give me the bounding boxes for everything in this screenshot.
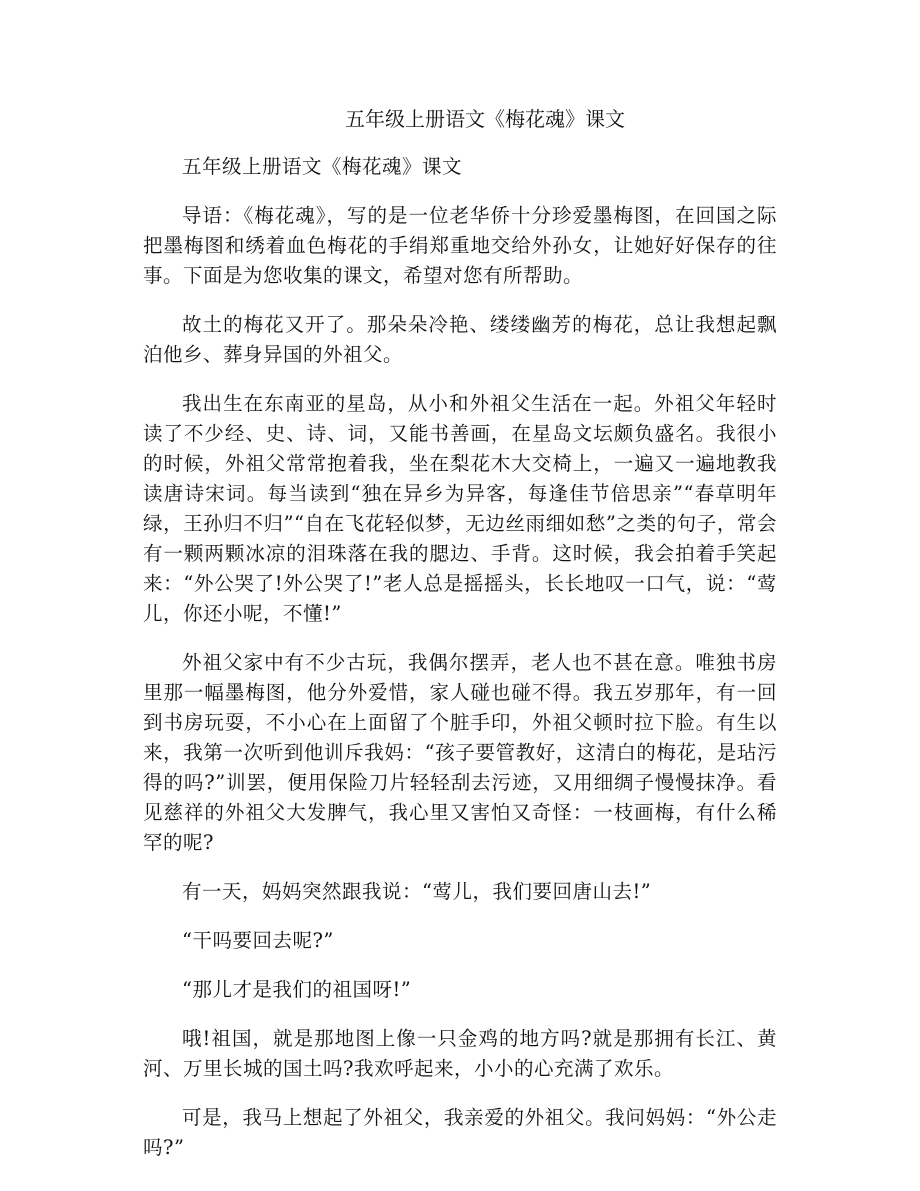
paragraph: 外祖父家中有不少古玩，我偶尔摆弄，老人也不甚在意。唯独书房里那一幅墨梅图，他分外爱惜，家人碰也碰不得。我五岁那年，有一回到书房玩耍，不小心在上面留了个脏手印，外祖父顿时拉下脸。有生以来，我第一次听到他训斥我妈：“孩子要管教好，这清白的梅花，是玷污得的吗?”训罢，便用保险刀片轻轻刮去污迹，又用细绸子慢慢抹净。看见慈祥的外祖父大发脾气，我心里又害怕又奇怪：一枝画梅，有什么稀罕的呢? <box>143 651 777 854</box>
paragraph-subtitle: 五年级上册语文《梅花魂》课文 <box>182 155 463 178</box>
paragraph: 可是，我马上想起了外祖父，我亲爱的外祖父。我问妈妈：“外公走吗?” <box>143 1106 777 1159</box>
paragraph: “干吗要回去呢?” <box>182 929 334 952</box>
document-title: 五年级上册语文《梅花魂》课文 <box>345 107 625 131</box>
paragraph: “那儿才是我们的祖国呀!” <box>182 978 412 1001</box>
paragraph: 哦!祖国，就是那地图上像一只金鸡的地方吗?就是那拥有长江、黄河、万里长城的国土吗?我欢呼起来，小小的心充满了欢乐。 <box>143 1027 777 1080</box>
paragraph-intro: 导语：《梅花魂》，写的是一位老华侨十分珍爱墨梅图，在回国之际把墨梅图和绣着血色梅花的手绢郑重地交给外孙女，让她好好保存的往事。下面是为您收集的课文，希望对您有所帮助。 <box>143 204 777 287</box>
paragraph: 我出生在东南亚的星岛，从小和外祖父生活在一起。外祖父年轻时读了不少经、史、诗、词，又能书善画，在星岛文坛颇负盛名。我很小的时候，外祖父常常抱着我，坐在梨花木大交椅上，一遍又一遍地教我读唐诗宋词。每当读到“独在异乡为异客，每逢佳节倍思亲”“春草明年绿，王孙归不归”“自在飞花轻似梦，无边丝雨细如愁”之类的句子，常会有一颗两颗冰凉的泪珠落在我的腮边、手背。这时候，我会拍着手笑起来：“外公哭了!外公哭了!”老人总是摇摇头，长长地叹一口气，说：“莺儿，你还小呢，不懂!” <box>143 392 777 625</box>
paragraph: 故土的梅花又开了。那朵朵冷艳、缕缕幽芳的梅花，总让我想起飘泊他乡、葬身异国的外祖父。 <box>143 313 777 366</box>
paragraph: 有一天，妈妈突然跟我说：“莺儿，我们要回唐山去!” <box>182 880 652 903</box>
document-page <box>143 104 777 1182</box>
